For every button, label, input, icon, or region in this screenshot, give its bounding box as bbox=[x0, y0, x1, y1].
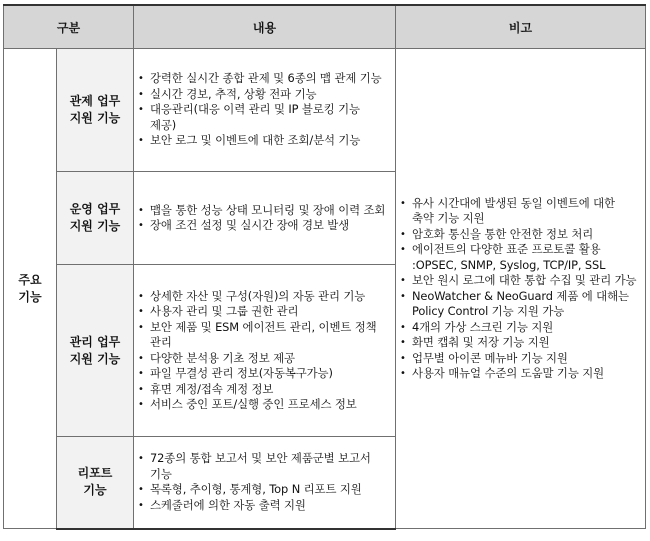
list-item: • 업무별 아이콘 메뉴바 기능 지원 bbox=[400, 351, 639, 367]
table-row bbox=[4, 49, 646, 172]
list-item: • 유사 시간대에 발생된 동일 이벤트에 대한 축약 기능 지원 bbox=[400, 196, 639, 227]
list-item: • 사용자 매뉴얼 수준의 도움말 기능 지원 bbox=[400, 366, 639, 382]
list-item: • 강력한 실시간 종합 관제 및 6종의 맵 관제 기능 bbox=[138, 71, 389, 87]
list-item: • 맵을 통한 성능 상태 모니터링 및 장애 이력 조회 bbox=[138, 203, 389, 219]
sub-category bbox=[57, 265, 134, 437]
list-item: • 보안 원시 로그에 대한 통합 수집 및 관리 가능 bbox=[400, 273, 639, 289]
list-item: • 화면 캡춰 및 저장 기능 지원 bbox=[400, 335, 639, 351]
header-category: 구분 bbox=[4, 5, 134, 49]
list-item: • NeoWatcher & NeoGuard 제품 에 대해는 Policy Control 기능 지원 가능 bbox=[400, 289, 639, 320]
remarks-list bbox=[396, 190, 645, 388]
list-item: • 다양한 분석용 기초 정보 제공 bbox=[138, 351, 389, 367]
content-list bbox=[134, 448, 395, 516]
sub-category-label: 운영 업무 지원 기능 bbox=[69, 202, 121, 233]
remarks-cell bbox=[396, 49, 646, 529]
list-item: • 상세한 자산 및 구성(자원)의 자동 관리 기능 bbox=[138, 289, 389, 305]
main-category bbox=[4, 49, 57, 529]
sub-category-label: 리포트 기능 bbox=[77, 466, 113, 498]
list-item: • 서비스 중인 포트/실행 중인 프로세스 정보 bbox=[138, 397, 389, 413]
sub-category bbox=[57, 437, 134, 529]
content-list bbox=[134, 200, 395, 237]
list-item: • 스케줄러에 의한 자동 출력 지원 bbox=[138, 498, 389, 514]
header-content: 내용 bbox=[134, 5, 396, 49]
sub-category-label: 관제 업무 지원 기능 bbox=[69, 94, 121, 125]
list-item: • 휴면 계정/접속 계정 정보 bbox=[138, 382, 389, 398]
header-row bbox=[4, 5, 646, 49]
list-item: • 파일 무결성 관리 정보(자동복구가능) bbox=[138, 366, 389, 382]
content-cell bbox=[134, 49, 396, 172]
sub-category-label: 관리 업무 지원 기능 bbox=[69, 334, 121, 366]
sub-category bbox=[57, 172, 134, 265]
list-item: • 72종의 통합 보고서 및 보안 제품군별 보고서 기능 bbox=[138, 451, 389, 482]
sub-category bbox=[57, 49, 134, 172]
list-item: • 보안 제품 및 ESM 에이전트 관리, 이벤트 정책 관리 bbox=[138, 320, 389, 351]
main-category-label: 주요 기능 bbox=[18, 272, 42, 304]
feature-spec-table bbox=[3, 4, 646, 530]
content-cell bbox=[134, 437, 396, 529]
list-item: • 4개의 가상 스크린 기능 지원 bbox=[400, 320, 639, 336]
list-item: • 보안 로그 및 이벤트에 대한 조회/분석 기능 bbox=[138, 133, 389, 149]
list-item: • 장애 조건 설정 및 실시간 장애 경보 발생 bbox=[138, 218, 389, 234]
list-item: • 암호화 통신을 통한 안전한 정보 처리 bbox=[400, 227, 639, 243]
content-cell bbox=[134, 172, 396, 265]
list-item: • 목록형, 추이형, 통계형, Top N 리포트 지원 bbox=[138, 482, 389, 498]
content-list bbox=[134, 68, 395, 152]
content-list bbox=[134, 286, 395, 416]
list-item: • 에이전트의 다양한 표준 프로토콜 활용 :OPSEC, SNMP, Syslog, TCP/IP, SSL bbox=[400, 242, 639, 273]
header-remarks: 비고 bbox=[396, 5, 646, 49]
list-item: • 사용자 관리 및 그룹 권한 관리 bbox=[138, 304, 389, 320]
list-item: • 대응관리(대응 이력 관리 및 IP 블로킹 기능 제공) bbox=[138, 102, 389, 133]
content-cell bbox=[134, 265, 396, 437]
list-item: • 실시간 경보, 추적, 상황 전파 기능 bbox=[138, 87, 389, 103]
